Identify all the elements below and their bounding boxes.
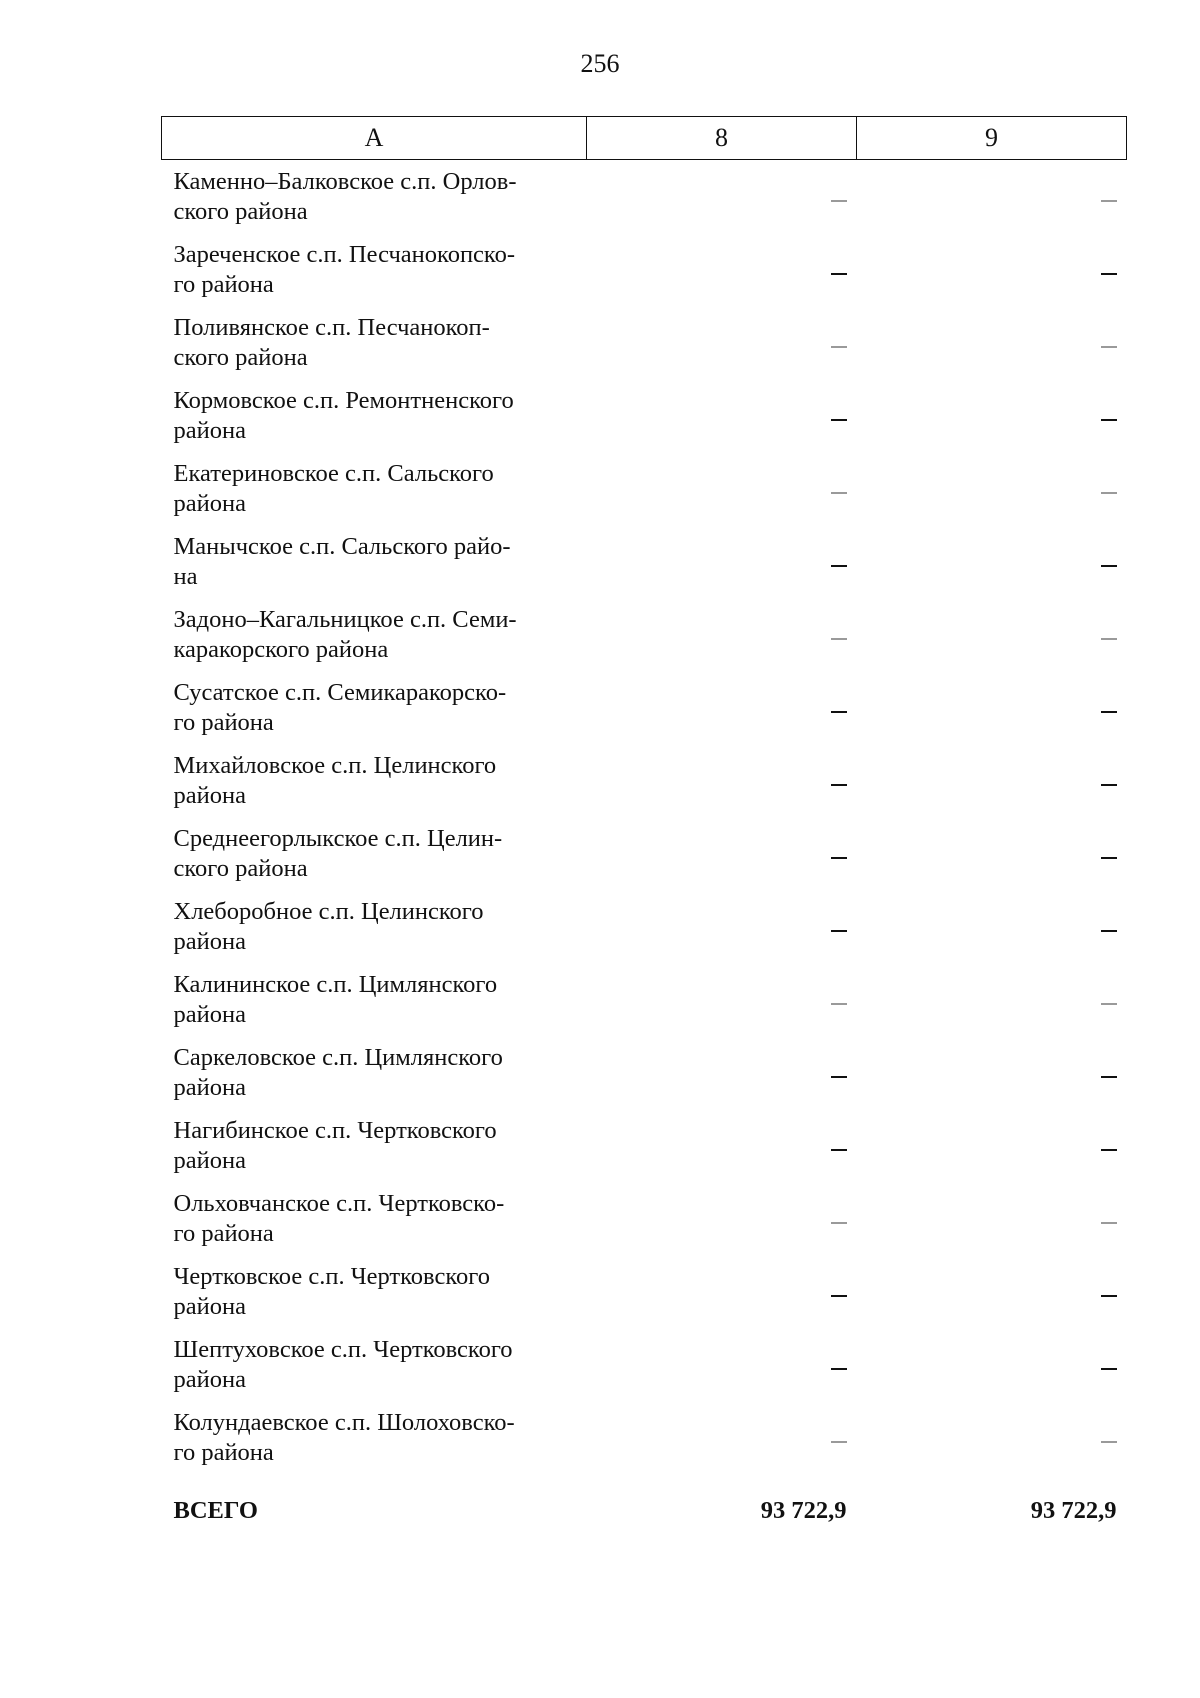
settlement-name-line: на bbox=[173, 562, 198, 590]
settlement-name-line: Михайловское с.п. Целинского bbox=[173, 751, 497, 779]
dash-mark bbox=[831, 930, 847, 932]
table-row bbox=[162, 671, 1127, 744]
dash-mark bbox=[831, 1295, 847, 1297]
value-cell-col8 bbox=[587, 744, 857, 817]
value-cell-col9 bbox=[857, 233, 1127, 306]
settlement-name bbox=[162, 160, 587, 234]
dash-mark bbox=[1101, 200, 1117, 202]
dash-mark bbox=[831, 492, 847, 494]
settlement-name bbox=[162, 525, 587, 598]
table-header bbox=[162, 117, 1127, 160]
dash-mark bbox=[1101, 638, 1117, 640]
dash-mark bbox=[831, 711, 847, 713]
settlement-name bbox=[162, 817, 587, 890]
table-row bbox=[162, 1036, 1127, 1109]
settlement-name-line: Кормовское с.п. Ремонтненского bbox=[173, 386, 514, 414]
value-cell-col9 bbox=[857, 1036, 1127, 1109]
value-cell-col9 bbox=[857, 379, 1127, 452]
dash-mark bbox=[1101, 1076, 1117, 1078]
value-cell-col9 bbox=[857, 890, 1127, 963]
settlement-name-line: ского района bbox=[173, 343, 308, 371]
settlement-name-line: района bbox=[173, 1292, 246, 1320]
dash-mark bbox=[831, 1076, 847, 1078]
table-row bbox=[162, 525, 1127, 598]
settlement-name-line: Екатериновское с.п. Сальского bbox=[173, 459, 494, 487]
dash-mark bbox=[831, 346, 847, 348]
table-row bbox=[162, 160, 1127, 234]
settlement-name bbox=[162, 233, 587, 306]
value-cell-col8 bbox=[587, 890, 857, 963]
value-cell-col9 bbox=[857, 1401, 1127, 1474]
table-row bbox=[162, 963, 1127, 1036]
table-row bbox=[162, 744, 1127, 817]
dash-mark bbox=[1101, 346, 1117, 348]
dash-mark bbox=[831, 1222, 847, 1224]
value-cell-col9 bbox=[857, 1109, 1127, 1182]
settlement-name-line: Сусатское с.п. Семикаракорско- bbox=[173, 678, 507, 706]
value-cell-col9 bbox=[857, 1182, 1127, 1255]
settlement-name-line: Саркеловское с.п. Цимлянского bbox=[173, 1043, 503, 1071]
table-row bbox=[162, 890, 1127, 963]
header-col-9: 9 bbox=[857, 117, 1127, 160]
dash-mark bbox=[1101, 1295, 1117, 1297]
dash-mark bbox=[1101, 1441, 1117, 1443]
table-row bbox=[162, 379, 1127, 452]
settlement-name-line: го района bbox=[173, 270, 274, 298]
settlement-name-line: района bbox=[173, 1073, 246, 1101]
value-cell-col8 bbox=[587, 1255, 857, 1328]
settlement-name-line: го района bbox=[173, 1219, 274, 1247]
value-cell-col9 bbox=[857, 160, 1127, 234]
total-value-col-8: 93 722,9 bbox=[760, 1496, 847, 1524]
settlement-name-line: Среднеегорлыкское с.п. Целин- bbox=[173, 824, 503, 852]
header-col-8: 8 bbox=[587, 117, 857, 160]
settlement-name-line: Хлеборобное с.п. Целинского bbox=[173, 897, 484, 925]
value-cell-col8 bbox=[587, 1401, 857, 1474]
dash-mark bbox=[1101, 565, 1117, 567]
value-cell-col9 bbox=[857, 525, 1127, 598]
settlement-name-line: Нагибинское с.п. Чертковского bbox=[173, 1116, 497, 1144]
dash-mark bbox=[1101, 1368, 1117, 1370]
settlement-name bbox=[162, 671, 587, 744]
settlement-name bbox=[162, 963, 587, 1036]
settlement-name-line: ского района bbox=[173, 197, 308, 225]
table-row bbox=[162, 233, 1127, 306]
settlement-name-line: Задоно–Кагальницкое с.п. Семи- bbox=[173, 605, 517, 633]
value-cell-col9 bbox=[857, 1255, 1127, 1328]
value-cell-col8 bbox=[587, 1109, 857, 1182]
settlement-name-line: Ольховчанское с.п. Чертковско- bbox=[173, 1189, 505, 1217]
settlement-name-line: района bbox=[173, 927, 246, 955]
dash-mark bbox=[831, 565, 847, 567]
settlement-name bbox=[162, 1401, 587, 1474]
settlement-name-line: Колундаевское с.п. Шолоховско- bbox=[173, 1408, 515, 1436]
dash-mark bbox=[1101, 1003, 1117, 1005]
dash-mark bbox=[1101, 784, 1117, 786]
settlement-name-line: Поливянское с.п. Песчанокоп- bbox=[173, 313, 490, 341]
header-col-a: А bbox=[162, 117, 587, 160]
settlement-name-line: го района bbox=[173, 1438, 274, 1466]
dash-mark bbox=[1101, 273, 1117, 275]
settlement-name-line: района bbox=[173, 781, 246, 809]
settlement-name bbox=[162, 1328, 587, 1401]
value-cell-col8 bbox=[587, 598, 857, 671]
settlement-name-line: района bbox=[173, 1000, 246, 1028]
table-body bbox=[162, 160, 1127, 1548]
table-row bbox=[162, 817, 1127, 890]
value-cell-col8 bbox=[587, 306, 857, 379]
settlement-name-line: района bbox=[173, 489, 246, 517]
settlement-name bbox=[162, 452, 587, 525]
dash-mark bbox=[1101, 1149, 1117, 1151]
dash-mark bbox=[831, 1003, 847, 1005]
value-cell-col9 bbox=[857, 598, 1127, 671]
dash-mark bbox=[831, 638, 847, 640]
value-cell-col9 bbox=[857, 817, 1127, 890]
table-row bbox=[162, 452, 1127, 525]
value-cell-col9 bbox=[857, 1328, 1127, 1401]
dash-mark bbox=[831, 784, 847, 786]
value-cell-col8 bbox=[587, 525, 857, 598]
table-row bbox=[162, 1328, 1127, 1401]
settlement-name-line: каракорского района bbox=[173, 635, 389, 663]
value-cell-col8 bbox=[587, 963, 857, 1036]
table-row bbox=[162, 306, 1127, 379]
dash-mark bbox=[1101, 419, 1117, 421]
total-value-col-9: 93 722,9 bbox=[1030, 1496, 1117, 1524]
settlement-name bbox=[162, 1109, 587, 1182]
value-cell-col9 bbox=[857, 452, 1127, 525]
value-cell-col8 bbox=[587, 160, 857, 234]
dash-mark bbox=[831, 857, 847, 859]
table-row bbox=[162, 1109, 1127, 1182]
value-cell-col8 bbox=[587, 671, 857, 744]
settlement-name bbox=[162, 1255, 587, 1328]
settlement-name-line: Зареченское с.п. Песчанокопско- bbox=[173, 240, 515, 268]
settlement-name-line: ского района bbox=[173, 854, 308, 882]
settlement-name bbox=[162, 1182, 587, 1255]
value-cell-col8 bbox=[587, 1328, 857, 1401]
budget-table bbox=[161, 116, 1127, 1547]
settlement-name-line: района bbox=[173, 1365, 246, 1393]
table-row bbox=[162, 1182, 1127, 1255]
settlement-name-line: го района bbox=[173, 708, 274, 736]
settlement-name-line: района bbox=[173, 416, 246, 444]
header-row bbox=[162, 117, 1127, 160]
dash-mark bbox=[831, 1368, 847, 1370]
total-label: ВСЕГО bbox=[173, 1496, 258, 1524]
value-cell-col9 bbox=[857, 306, 1127, 379]
settlement-name bbox=[162, 890, 587, 963]
dash-mark bbox=[1101, 711, 1117, 713]
settlement-name bbox=[162, 379, 587, 452]
settlement-name-line: района bbox=[173, 1146, 246, 1174]
settlement-name bbox=[162, 306, 587, 379]
settlement-name bbox=[162, 744, 587, 817]
value-cell-col8 bbox=[587, 452, 857, 525]
value-cell-col8 bbox=[587, 379, 857, 452]
settlement-name bbox=[162, 1036, 587, 1109]
dash-mark bbox=[1101, 492, 1117, 494]
table-row bbox=[162, 598, 1127, 671]
dash-mark bbox=[831, 200, 847, 202]
settlement-name-line: Каменно–Балковское с.п. Орлов- bbox=[173, 167, 517, 195]
value-cell-col8 bbox=[587, 817, 857, 890]
table-row bbox=[162, 1401, 1127, 1474]
page-number: 256 bbox=[580, 49, 620, 78]
dash-mark bbox=[1101, 930, 1117, 932]
dash-mark bbox=[831, 1149, 847, 1151]
value-cell-col8 bbox=[587, 1036, 857, 1109]
settlement-name-line: Чертковское с.п. Чертковского bbox=[173, 1262, 490, 1290]
dash-mark bbox=[831, 273, 847, 275]
dash-mark bbox=[831, 419, 847, 421]
value-cell-col8 bbox=[587, 233, 857, 306]
dash-mark bbox=[831, 1441, 847, 1443]
value-cell-col8 bbox=[587, 1182, 857, 1255]
value-cell-col9 bbox=[857, 671, 1127, 744]
dash-mark bbox=[1101, 857, 1117, 859]
value-cell-col9 bbox=[857, 963, 1127, 1036]
total-row bbox=[162, 1474, 1127, 1547]
settlement-name bbox=[162, 598, 587, 671]
settlement-name-line: Шептуховское с.п. Чертковского bbox=[173, 1335, 513, 1363]
table-row bbox=[162, 1255, 1127, 1328]
value-cell-col9 bbox=[857, 744, 1127, 817]
settlement-name-line: Калининское с.п. Цимлянского bbox=[173, 970, 498, 998]
settlement-name-line: Манычское с.п. Сальского райо- bbox=[173, 532, 511, 560]
dash-mark bbox=[1101, 1222, 1117, 1224]
